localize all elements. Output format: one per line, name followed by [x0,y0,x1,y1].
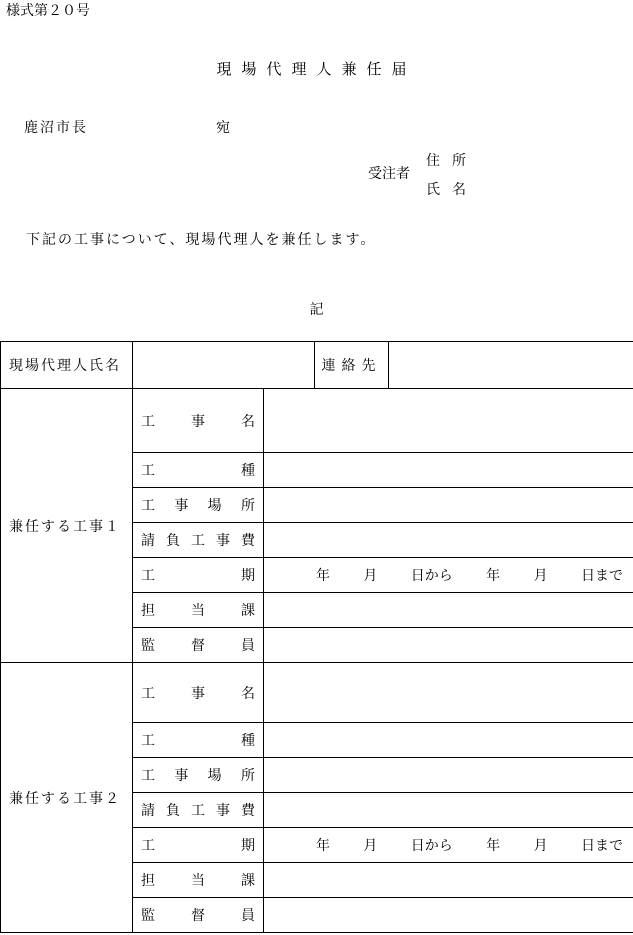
form-number: 様式第２０号 [6,3,90,19]
contractor-label: 受注者 [368,166,410,182]
contact-label: 連絡先 [315,342,389,389]
item-label-text [141,765,255,785]
document-title: 現場代理人兼任届 [216,60,417,78]
label-char: 工 [141,498,155,514]
label-char: 工 [141,733,155,749]
period-start-year: 年 [316,568,330,584]
supervisor-field[interactable] [264,898,633,933]
label-char: 事 [191,685,205,702]
construction-type-field[interactable] [264,723,633,758]
label-char: 工 [141,568,155,584]
label-char: 当 [191,603,205,619]
label-char: 期 [241,838,255,854]
label-char: 工 [141,838,155,854]
item-label-text [141,460,255,480]
department-field[interactable] [264,863,633,898]
label-char: 所 [240,768,255,784]
label-char: 期 [241,568,255,584]
period-field[interactable] [264,828,633,863]
period-template [264,565,633,585]
item-label [133,758,264,793]
label-char: 事 [216,803,230,819]
addressee: 鹿沼市長 [24,120,88,136]
label-char: 督 [191,908,205,924]
item-label-text [141,635,255,655]
label-char: 名 [241,413,255,430]
period-field[interactable] [264,558,633,593]
item-label [133,389,264,453]
item-label-text [141,683,255,703]
construction-name-field[interactable] [264,389,633,453]
label-char: 監 [141,908,155,924]
label-char: 負 [166,533,180,549]
label-char: 所 [240,498,255,514]
item-label-text [141,905,255,925]
item-label-text [141,530,255,550]
label-char: 担 [141,603,155,619]
item-label-text [141,600,255,620]
label-char: 工 [191,533,205,549]
label-char: 場 [207,768,222,784]
item-label-text [141,870,255,890]
table-row [1,663,633,723]
construction-site-field[interactable] [264,488,633,523]
label-char: 工 [141,768,155,784]
contract-amount-field[interactable] [264,523,633,558]
label-char: 担 [141,873,155,889]
label-char: 事 [174,768,189,784]
section-1-label: 兼任する工事１ [1,389,133,663]
item-label [133,628,264,663]
label-char: 監 [141,638,155,654]
intro-text: 下記の工事について、現場代理人を兼任します。 [26,232,377,248]
agent-row [1,342,633,389]
item-label [133,558,264,593]
contact-field[interactable] [389,342,633,389]
item-label-text [141,835,255,855]
period-end-year: 年 [486,838,501,854]
period-start-month: 月 [363,838,378,854]
label-char: 名 [241,685,255,702]
label-char: 課 [241,603,255,619]
section-2-label: 兼任する工事２ [1,663,133,933]
item-label [133,828,264,863]
label-char: 事 [191,413,205,430]
construction-site-field[interactable] [264,758,633,793]
item-label [133,863,264,898]
label-char: 請 [141,533,155,549]
item-label [133,793,264,828]
period-template [264,835,633,855]
label-char: 請 [141,803,155,819]
period-end-day: 日まで [580,568,623,584]
label-char: 工 [141,685,155,702]
agent-name-label: 現場代理人氏名 [1,342,133,389]
label-char: 事 [216,533,230,549]
item-label-text [141,730,255,750]
item-label [133,898,264,933]
construction-type-field[interactable] [264,453,633,488]
item-label-text [141,495,255,515]
item-label-text [141,565,255,585]
ki-heading: 記 [309,302,324,318]
item-label [133,523,264,558]
agent-name-field[interactable] [133,342,315,389]
form-table [0,341,633,933]
department-field[interactable] [264,593,633,628]
item-label [133,593,264,628]
item-label [133,723,264,758]
label-char: 課 [241,873,255,889]
period-start-year: 年 [316,838,330,854]
period-start-day: 日から [410,838,453,854]
label-char: 工 [191,803,205,819]
item-label [133,663,264,723]
period-start-day: 日から [410,568,453,584]
label-char: 種 [241,733,255,749]
item-label [133,488,264,523]
contract-amount-field[interactable] [264,793,633,828]
period-end-month: 月 [533,568,548,584]
label-char: 工 [141,463,155,479]
period-end-month: 月 [533,838,548,854]
label-char: 督 [191,638,205,654]
label-char: 工 [141,413,155,430]
period-end-day: 日まで [580,838,623,854]
label-char: 費 [241,533,255,549]
label-char: 種 [241,463,255,479]
contractor-address-label: 住所 [426,153,478,169]
table-row [1,389,633,453]
supervisor-field[interactable] [264,628,633,663]
label-char: 場 [207,498,222,514]
period-end-year: 年 [486,568,501,584]
label-char: 事 [174,498,189,514]
item-label [133,453,264,488]
period-start-month: 月 [363,568,378,584]
construction-name-field[interactable] [264,663,633,723]
addressee-suffix: 宛 [216,120,230,136]
label-char: 当 [191,873,205,889]
item-label-text [141,411,255,431]
label-char: 負 [166,803,180,819]
label-char: 員 [241,638,255,654]
item-label-text [141,800,255,820]
label-char: 員 [241,908,255,924]
label-char: 費 [241,803,255,819]
contractor-name-label: 氏名 [426,182,478,198]
